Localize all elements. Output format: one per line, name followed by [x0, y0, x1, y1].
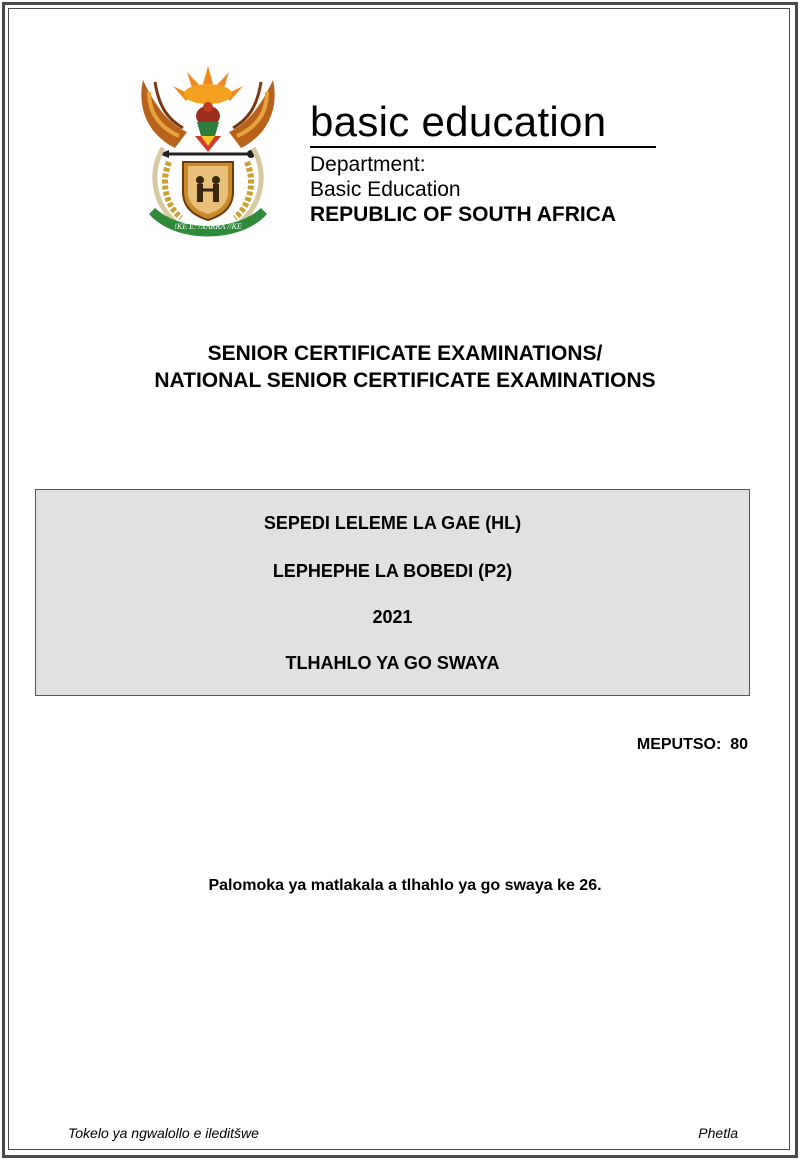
department-brand — [310, 96, 670, 228]
motto-text: !KE E: /XARRA //KE — [174, 222, 242, 231]
marks-value: 80 — [730, 736, 748, 753]
paper-title: LEPHEPHE LA BOBEDI (P2) — [272, 561, 513, 581]
exam-heading — [0, 340, 800, 394]
coat-of-arms-icon — [135, 62, 281, 242]
marks-label: MEPUTSO: — [636, 736, 722, 753]
country-name: REPUBLIC OF SOUTH AFRICA — [310, 203, 617, 226]
brand-title: basic education — [310, 98, 607, 145]
copyright-notice: Tokelo ya ngwalollo e ileditšwe — [68, 1125, 259, 1141]
department-label: Department: — [310, 153, 426, 176]
subject-title: SEPEDI LELEME LA GAE (HL) — [263, 513, 522, 533]
marks-total — [637, 736, 748, 754]
exam-heading-line-2: NATIONAL SENIOR CERTIFICATE EXAMINATIONS — [154, 369, 656, 392]
exam-heading-line-1: SENIOR CERTIFICATE EXAMINATIONS/ — [207, 342, 603, 365]
subject-box — [35, 489, 750, 696]
document-type: TLHAHLO YA GO SWAYA — [285, 653, 500, 673]
page-count-note: Palomoka ya matlakala a tlhahlo ya go swaya ke 26. — [208, 877, 602, 894]
department-name: Basic Education — [310, 178, 461, 201]
turn-over-label: Phetla — [698, 1125, 738, 1141]
exam-year: 2021 — [372, 607, 413, 627]
